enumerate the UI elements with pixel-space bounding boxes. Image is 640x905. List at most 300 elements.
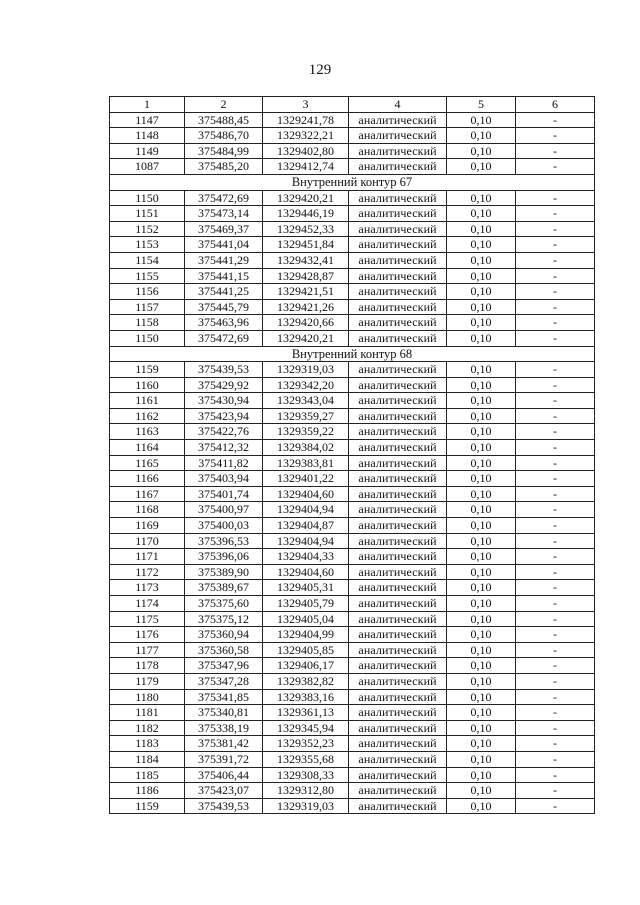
point-number-cell: 1152 (110, 221, 185, 237)
table-row (110, 159, 595, 175)
method-cell: аналитический (349, 471, 447, 487)
method-cell: аналитический (349, 268, 447, 284)
note-cell: - (516, 455, 595, 471)
table-row (110, 128, 595, 144)
point-number-cell: 1161 (110, 393, 185, 409)
x-coordinate-cell: 375340,81 (185, 705, 263, 721)
accuracy-cell: 0,10 (447, 798, 516, 814)
note-cell: - (516, 377, 595, 393)
accuracy-cell: 0,10 (447, 128, 516, 144)
accuracy-cell: 0,10 (447, 393, 516, 409)
accuracy-cell: 0,10 (447, 315, 516, 331)
method-cell: аналитический (349, 673, 447, 689)
x-coordinate-cell: 375472,69 (185, 190, 263, 206)
note-cell: - (516, 611, 595, 627)
table-row (110, 767, 595, 783)
x-coordinate-cell: 375423,94 (185, 408, 263, 424)
x-coordinate-cell: 375375,60 (185, 596, 263, 612)
table-row (110, 611, 595, 627)
accuracy-cell: 0,10 (447, 502, 516, 518)
table-row (110, 689, 595, 705)
note-cell: - (516, 518, 595, 534)
accuracy-cell: 0,10 (447, 611, 516, 627)
table-row (110, 252, 595, 268)
method-cell: аналитический (349, 783, 447, 799)
note-cell: - (516, 408, 595, 424)
accuracy-cell: 0,10 (447, 408, 516, 424)
note-cell: - (516, 783, 595, 799)
note-cell: - (516, 627, 595, 643)
method-cell: аналитический (349, 112, 447, 128)
x-coordinate-cell: 375396,06 (185, 549, 263, 565)
column-header: 3 (263, 97, 349, 113)
point-number-cell: 1182 (110, 720, 185, 736)
x-coordinate-cell: 375389,90 (185, 564, 263, 580)
x-coordinate-cell: 375473,14 (185, 206, 263, 222)
x-coordinate-cell: 375360,58 (185, 642, 263, 658)
table-row (110, 486, 595, 502)
note-cell: - (516, 424, 595, 440)
note-cell: - (516, 658, 595, 674)
y-coordinate-cell: 1329384,02 (263, 440, 349, 456)
x-coordinate-cell: 375488,45 (185, 112, 263, 128)
accuracy-cell: 0,10 (447, 705, 516, 721)
section-row (110, 174, 595, 190)
method-cell: аналитический (349, 486, 447, 502)
note-cell: - (516, 564, 595, 580)
x-coordinate-cell: 375422,76 (185, 424, 263, 440)
point-number-cell: 1150 (110, 190, 185, 206)
method-cell: аналитический (349, 720, 447, 736)
note-cell: - (516, 440, 595, 456)
point-number-cell: 1157 (110, 299, 185, 315)
table-row (110, 206, 595, 222)
note-cell: - (516, 206, 595, 222)
method-cell: аналитический (349, 190, 447, 206)
table-row (110, 315, 595, 331)
x-coordinate-cell: 375441,04 (185, 237, 263, 253)
method-cell: аналитический (349, 252, 447, 268)
point-number-cell: 1167 (110, 486, 185, 502)
x-coordinate-cell: 375485,20 (185, 159, 263, 175)
y-coordinate-cell: 1329404,60 (263, 564, 349, 580)
y-coordinate-cell: 1329342,20 (263, 377, 349, 393)
y-coordinate-cell: 1329359,22 (263, 424, 349, 440)
table-row (110, 377, 595, 393)
y-coordinate-cell: 1329404,94 (263, 502, 349, 518)
table-row (110, 549, 595, 565)
accuracy-cell: 0,10 (447, 252, 516, 268)
point-number-cell: 1165 (110, 455, 185, 471)
x-coordinate-cell: 375412,32 (185, 440, 263, 456)
table-row (110, 783, 595, 799)
note-cell: - (516, 159, 595, 175)
y-coordinate-cell: 1329420,21 (263, 330, 349, 346)
method-cell: аналитический (349, 580, 447, 596)
table-row (110, 268, 595, 284)
y-coordinate-cell: 1329412,74 (263, 159, 349, 175)
accuracy-cell: 0,10 (447, 580, 516, 596)
point-number-cell: 1155 (110, 268, 185, 284)
accuracy-cell: 0,10 (447, 720, 516, 736)
method-cell: аналитический (349, 206, 447, 222)
method-cell: аналитический (349, 143, 447, 159)
x-coordinate-cell: 375403,94 (185, 471, 263, 487)
method-cell: аналитический (349, 284, 447, 300)
x-coordinate-cell: 375400,03 (185, 518, 263, 534)
note-cell: - (516, 642, 595, 658)
x-coordinate-cell: 375396,53 (185, 533, 263, 549)
point-number-cell: 1177 (110, 642, 185, 658)
header-row (110, 97, 595, 113)
note-cell: - (516, 580, 595, 596)
y-coordinate-cell: 1329405,31 (263, 580, 349, 596)
table-row (110, 330, 595, 346)
point-number-cell: 1162 (110, 408, 185, 424)
note-cell: - (516, 596, 595, 612)
point-number-cell: 1174 (110, 596, 185, 612)
x-coordinate-cell: 375463,96 (185, 315, 263, 331)
method-cell: аналитический (349, 362, 447, 378)
accuracy-cell: 0,10 (447, 767, 516, 783)
point-number-cell: 1087 (110, 159, 185, 175)
y-coordinate-cell: 1329404,99 (263, 627, 349, 643)
table-row (110, 502, 595, 518)
point-number-cell: 1156 (110, 284, 185, 300)
point-number-cell: 1148 (110, 128, 185, 144)
method-cell: аналитический (349, 596, 447, 612)
table-row (110, 299, 595, 315)
note-cell: - (516, 143, 595, 159)
y-coordinate-cell: 1329404,33 (263, 549, 349, 565)
y-coordinate-cell: 1329319,03 (263, 798, 349, 814)
note-cell: - (516, 767, 595, 783)
point-number-cell: 1176 (110, 627, 185, 643)
accuracy-cell: 0,10 (447, 190, 516, 206)
x-coordinate-cell: 375375,12 (185, 611, 263, 627)
note-cell: - (516, 221, 595, 237)
x-coordinate-cell: 375401,74 (185, 486, 263, 502)
method-cell: аналитический (349, 611, 447, 627)
column-header: 4 (349, 97, 447, 113)
note-cell: - (516, 705, 595, 721)
point-number-cell: 1179 (110, 673, 185, 689)
accuracy-cell: 0,10 (447, 362, 516, 378)
method-cell: аналитический (349, 128, 447, 144)
note-cell: - (516, 330, 595, 346)
accuracy-cell: 0,10 (447, 440, 516, 456)
table-row (110, 393, 595, 409)
method-cell: аналитический (349, 518, 447, 534)
method-cell: аналитический (349, 424, 447, 440)
x-coordinate-cell: 375381,42 (185, 736, 263, 752)
table-row (110, 362, 595, 378)
y-coordinate-cell: 1329382,82 (263, 673, 349, 689)
table-row (110, 596, 595, 612)
x-coordinate-cell: 375391,72 (185, 751, 263, 767)
table-row (110, 112, 595, 128)
y-coordinate-cell: 1329432,41 (263, 252, 349, 268)
method-cell: аналитический (349, 533, 447, 549)
method-cell: аналитический (349, 549, 447, 565)
point-number-cell: 1147 (110, 112, 185, 128)
note-cell: - (516, 128, 595, 144)
y-coordinate-cell: 1329420,21 (263, 190, 349, 206)
method-cell: аналитический (349, 736, 447, 752)
table-body (110, 112, 595, 814)
table-row (110, 471, 595, 487)
x-coordinate-cell: 375486,70 (185, 128, 263, 144)
y-coordinate-cell: 1329421,26 (263, 299, 349, 315)
method-cell: аналитический (349, 642, 447, 658)
x-coordinate-cell: 375389,67 (185, 580, 263, 596)
point-number-cell: 1172 (110, 564, 185, 580)
coordinates-table (109, 96, 595, 814)
x-coordinate-cell: 375469,37 (185, 221, 263, 237)
column-header: 1 (110, 97, 185, 113)
y-coordinate-cell: 1329446,19 (263, 206, 349, 222)
point-number-cell: 1153 (110, 237, 185, 253)
method-cell: аналитический (349, 393, 447, 409)
method-cell: аналитический (349, 440, 447, 456)
note-cell: - (516, 533, 595, 549)
point-number-cell: 1151 (110, 206, 185, 222)
method-cell: аналитический (349, 315, 447, 331)
y-coordinate-cell: 1329319,03 (263, 362, 349, 378)
note-cell: - (516, 736, 595, 752)
accuracy-cell: 0,10 (447, 268, 516, 284)
method-cell: аналитический (349, 689, 447, 705)
accuracy-cell: 0,10 (447, 736, 516, 752)
method-cell: аналитический (349, 221, 447, 237)
accuracy-cell: 0,10 (447, 206, 516, 222)
x-coordinate-cell: 375472,69 (185, 330, 263, 346)
method-cell: аналитический (349, 237, 447, 253)
table-row (110, 143, 595, 159)
note-cell: - (516, 268, 595, 284)
note-cell: - (516, 315, 595, 331)
accuracy-cell: 0,10 (447, 533, 516, 549)
y-coordinate-cell: 1329406,17 (263, 658, 349, 674)
x-coordinate-cell: 375439,53 (185, 798, 263, 814)
y-coordinate-cell: 1329352,23 (263, 736, 349, 752)
note-cell: - (516, 393, 595, 409)
point-number-cell: 1183 (110, 736, 185, 752)
method-cell: аналитический (349, 455, 447, 471)
y-coordinate-cell: 1329312,80 (263, 783, 349, 799)
accuracy-cell: 0,10 (447, 299, 516, 315)
y-coordinate-cell: 1329355,68 (263, 751, 349, 767)
x-coordinate-cell: 375341,85 (185, 689, 263, 705)
note-cell: - (516, 751, 595, 767)
table-row (110, 580, 595, 596)
x-coordinate-cell: 375360,94 (185, 627, 263, 643)
y-coordinate-cell: 1329361,13 (263, 705, 349, 721)
table-row (110, 720, 595, 736)
y-coordinate-cell: 1329452,33 (263, 221, 349, 237)
x-coordinate-cell: 375429,92 (185, 377, 263, 393)
accuracy-cell: 0,10 (447, 159, 516, 175)
table-row (110, 751, 595, 767)
table-row (110, 736, 595, 752)
x-coordinate-cell: 375347,28 (185, 673, 263, 689)
table-row (110, 705, 595, 721)
method-cell: аналитический (349, 377, 447, 393)
table-row (110, 237, 595, 253)
x-coordinate-cell: 375441,25 (185, 284, 263, 300)
point-number-cell: 1149 (110, 143, 185, 159)
y-coordinate-cell: 1329322,21 (263, 128, 349, 144)
method-cell: аналитический (349, 159, 447, 175)
accuracy-cell: 0,10 (447, 783, 516, 799)
x-coordinate-cell: 375484,99 (185, 143, 263, 159)
table-row (110, 408, 595, 424)
point-number-cell: 1178 (110, 658, 185, 674)
table-row (110, 798, 595, 814)
y-coordinate-cell: 1329404,60 (263, 486, 349, 502)
x-coordinate-cell: 375347,96 (185, 658, 263, 674)
accuracy-cell: 0,10 (447, 564, 516, 580)
note-cell: - (516, 299, 595, 315)
point-number-cell: 1159 (110, 798, 185, 814)
y-coordinate-cell: 1329405,04 (263, 611, 349, 627)
note-cell: - (516, 190, 595, 206)
point-number-cell: 1171 (110, 549, 185, 565)
point-number-cell: 1181 (110, 705, 185, 721)
table-row (110, 673, 595, 689)
point-number-cell: 1186 (110, 783, 185, 799)
point-number-cell: 1150 (110, 330, 185, 346)
table-row (110, 455, 595, 471)
point-number-cell: 1180 (110, 689, 185, 705)
y-coordinate-cell: 1329241,78 (263, 112, 349, 128)
y-coordinate-cell: 1329405,79 (263, 596, 349, 612)
x-coordinate-cell: 375445,79 (185, 299, 263, 315)
x-coordinate-cell: 375430,94 (185, 393, 263, 409)
accuracy-cell: 0,10 (447, 471, 516, 487)
table-row (110, 564, 595, 580)
point-number-cell: 1173 (110, 580, 185, 596)
y-coordinate-cell: 1329345,94 (263, 720, 349, 736)
note-cell: - (516, 486, 595, 502)
note-cell: - (516, 252, 595, 268)
note-cell: - (516, 798, 595, 814)
table-row (110, 642, 595, 658)
accuracy-cell: 0,10 (447, 221, 516, 237)
page-number: 129 (308, 62, 332, 78)
accuracy-cell: 0,10 (447, 330, 516, 346)
y-coordinate-cell: 1329383,16 (263, 689, 349, 705)
table-row (110, 221, 595, 237)
y-coordinate-cell: 1329343,04 (263, 393, 349, 409)
point-number-cell: 1169 (110, 518, 185, 534)
method-cell: аналитический (349, 658, 447, 674)
accuracy-cell: 0,10 (447, 596, 516, 612)
accuracy-cell: 0,10 (447, 627, 516, 643)
note-cell: - (516, 237, 595, 253)
accuracy-cell: 0,10 (447, 518, 516, 534)
note-cell: - (516, 471, 595, 487)
accuracy-cell: 0,10 (447, 377, 516, 393)
note-cell: - (516, 549, 595, 565)
point-number-cell: 1166 (110, 471, 185, 487)
y-coordinate-cell: 1329421,51 (263, 284, 349, 300)
accuracy-cell: 0,10 (447, 689, 516, 705)
x-coordinate-cell: 375441,29 (185, 252, 263, 268)
x-coordinate-cell: 375441,15 (185, 268, 263, 284)
note-cell: - (516, 689, 595, 705)
point-number-cell: 1159 (110, 362, 185, 378)
table-row (110, 190, 595, 206)
method-cell: аналитический (349, 408, 447, 424)
x-coordinate-cell: 375411,82 (185, 455, 263, 471)
x-coordinate-cell: 375400,97 (185, 502, 263, 518)
y-coordinate-cell: 1329451,84 (263, 237, 349, 253)
note-cell: - (516, 720, 595, 736)
x-coordinate-cell: 375406,44 (185, 767, 263, 783)
method-cell: аналитический (349, 502, 447, 518)
accuracy-cell: 0,10 (447, 424, 516, 440)
method-cell: аналитический (349, 767, 447, 783)
accuracy-cell: 0,10 (447, 658, 516, 674)
point-number-cell: 1160 (110, 377, 185, 393)
column-header: 2 (185, 97, 263, 113)
y-coordinate-cell: 1329405,85 (263, 642, 349, 658)
table-header (110, 97, 595, 113)
method-cell: аналитический (349, 330, 447, 346)
y-coordinate-cell: 1329359,27 (263, 408, 349, 424)
point-number-cell: 1170 (110, 533, 185, 549)
accuracy-cell: 0,10 (447, 642, 516, 658)
note-cell: - (516, 284, 595, 300)
note-cell: - (516, 673, 595, 689)
accuracy-cell: 0,10 (447, 284, 516, 300)
point-number-cell: 1175 (110, 611, 185, 627)
y-coordinate-cell: 1329404,87 (263, 518, 349, 534)
accuracy-cell: 0,10 (447, 237, 516, 253)
x-coordinate-cell: 375338,19 (185, 720, 263, 736)
y-coordinate-cell: 1329383,81 (263, 455, 349, 471)
method-cell: аналитический (349, 751, 447, 767)
method-cell: аналитический (349, 798, 447, 814)
x-coordinate-cell: 375423,07 (185, 783, 263, 799)
point-number-cell: 1154 (110, 252, 185, 268)
x-coordinate-cell: 375439,53 (185, 362, 263, 378)
section-row (110, 346, 595, 362)
table-row (110, 627, 595, 643)
point-number-cell: 1185 (110, 767, 185, 783)
method-cell: аналитический (349, 564, 447, 580)
accuracy-cell: 0,10 (447, 549, 516, 565)
accuracy-cell: 0,10 (447, 673, 516, 689)
section-title: Внутренний контур 67 (110, 174, 595, 190)
y-coordinate-cell: 1329420,66 (263, 315, 349, 331)
accuracy-cell: 0,10 (447, 455, 516, 471)
note-cell: - (516, 502, 595, 518)
method-cell: аналитический (349, 705, 447, 721)
y-coordinate-cell: 1329404,94 (263, 533, 349, 549)
accuracy-cell: 0,10 (447, 143, 516, 159)
accuracy-cell: 0,10 (447, 486, 516, 502)
table-row (110, 658, 595, 674)
point-number-cell: 1184 (110, 751, 185, 767)
method-cell: аналитический (349, 299, 447, 315)
point-number-cell: 1163 (110, 424, 185, 440)
method-cell: аналитический (349, 627, 447, 643)
y-coordinate-cell: 1329402,80 (263, 143, 349, 159)
point-number-cell: 1164 (110, 440, 185, 456)
table-row (110, 284, 595, 300)
